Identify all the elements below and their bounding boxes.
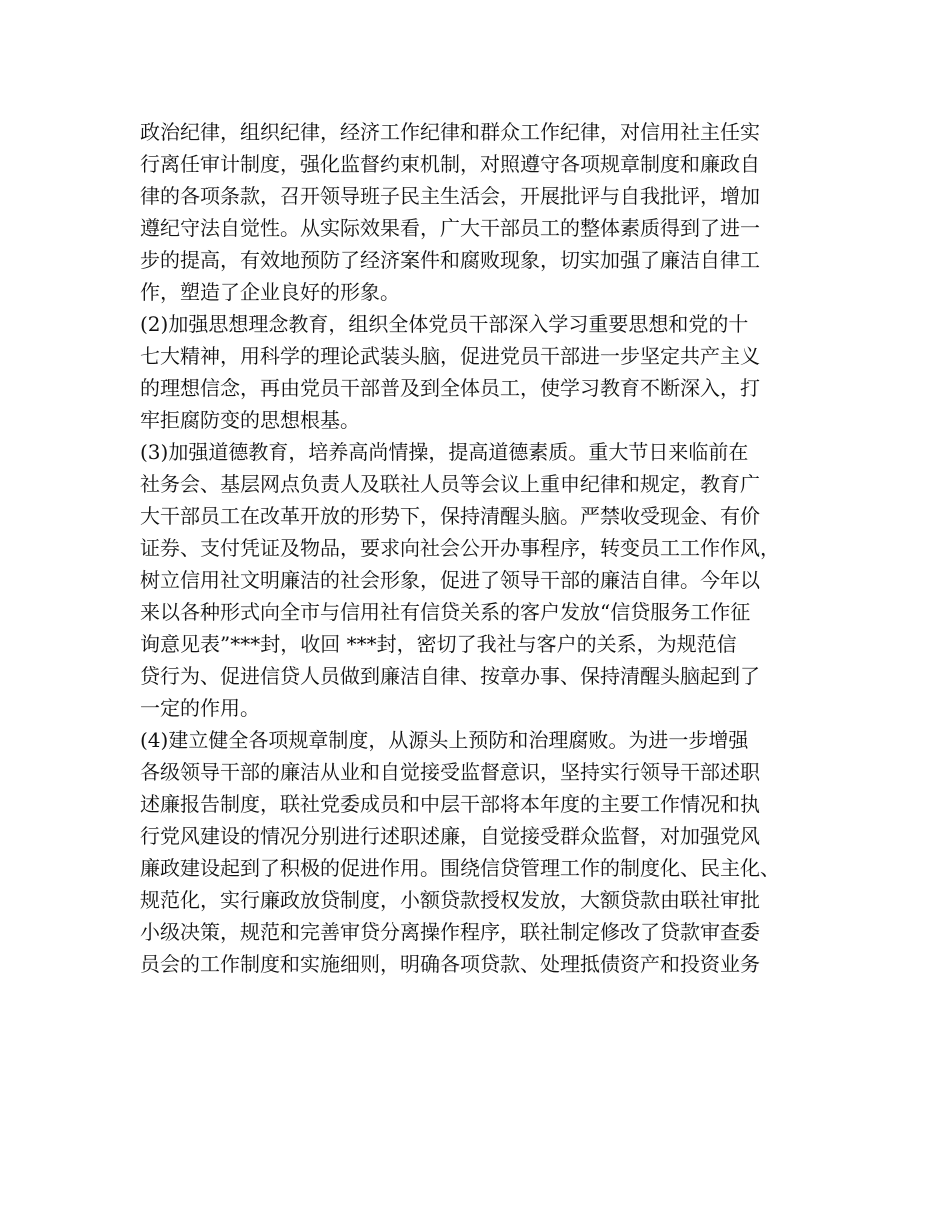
text-line: 律的各项条款，召开领导班子民主生活会，开展批评与自我批评，增加: [140, 184, 760, 208]
text-line: 步的提高，有效地预防了经济案件和腐败现象，切实加强了廉洁自律工: [140, 248, 760, 272]
text-line: 一定的作用。: [140, 696, 260, 720]
text-line: 证券、支付凭证及物品，要求向社会公开办事程序，转变员工工作作风，: [140, 536, 780, 560]
text-line: 询意见表”***封，收回 ***封，密切了我社与客户的关系，为规范信: [140, 632, 737, 656]
text-line: 行党风建设的情况分别进行述职述廉，自觉接受群众监督，对加强党风: [140, 824, 760, 848]
text-line: 来以各种形式向全市与信用社有信贷关系的客户发放“信贷服务工作征: [140, 600, 751, 624]
text-line: (2)加强思想理念教育，组织全体党员干部深入学习重要思想和党的十: [140, 312, 749, 336]
text-line: (3)加强道德教育，培养高尚情操，提高道德素质。重大节日来临前在: [140, 440, 749, 464]
text-line: 员会的工作制度和实施细则，明确各项贷款、处理抵债资产和投资业务: [140, 952, 760, 976]
text-line: 遵纪守法自觉性。从实际效果看，广大干部员工的整体素质得到了进一: [140, 216, 760, 240]
text-line: 大干部员工在改革开放的形势下，保持清醒头脑。严禁收受现金、有价: [140, 504, 760, 528]
text-line: 社务会、基层网点负责人及联社人员等会议上重申纪律和规定，教育广: [140, 472, 760, 496]
text-line: 述廉报告制度，联社党委成员和中层干部将本年度的主要工作情况和执: [140, 792, 760, 816]
text-line: 廉政建设起到了积极的促进作用。围绕信贷管理工作的制度化、民主化、: [140, 856, 780, 880]
text-line: 作，塑造了企业良好的形象。: [140, 280, 400, 304]
text-line: 七大精神，用科学的理论武装头脑，促进党员干部进一步坚定共产主义: [140, 344, 760, 368]
text-line: 政治纪律，组织纪律，经济工作纪律和群众工作纪律，对信用社主任实: [140, 120, 760, 144]
text-line: 行离任审计制度，强化监督约束机制，对照遵守各项规章制度和廉政自: [140, 152, 760, 176]
text-line: (4)建立健全各项规章制度，从源头上预防和治理腐败。为进一步增强: [140, 728, 749, 752]
text-line: 树立信用社文明廉洁的社会形象，促进了领导干部的廉洁自律。今年以: [140, 568, 760, 592]
text-line: 牢拒腐防变的思想根基。: [140, 408, 360, 432]
body-text: [140, 116, 830, 980]
text-line: 贷行为、促进信贷人员做到廉洁自律、按章办事、保持清醒头脑起到了: [140, 664, 760, 688]
text-line: 的理想信念，再由党员干部普及到全体员工，使学习教育不断深入，打: [140, 376, 760, 400]
text-line: 小级决策，规范和完善审贷分离操作程序，联社制定修改了贷款审查委: [140, 920, 760, 944]
text-line: 各级领导干部的廉洁从业和自觉接受监督意识，坚持实行领导干部述职: [140, 760, 760, 784]
text-line: 规范化，实行廉政放贷制度，小额贷款授权发放，大额贷款由联社审批: [140, 888, 760, 912]
